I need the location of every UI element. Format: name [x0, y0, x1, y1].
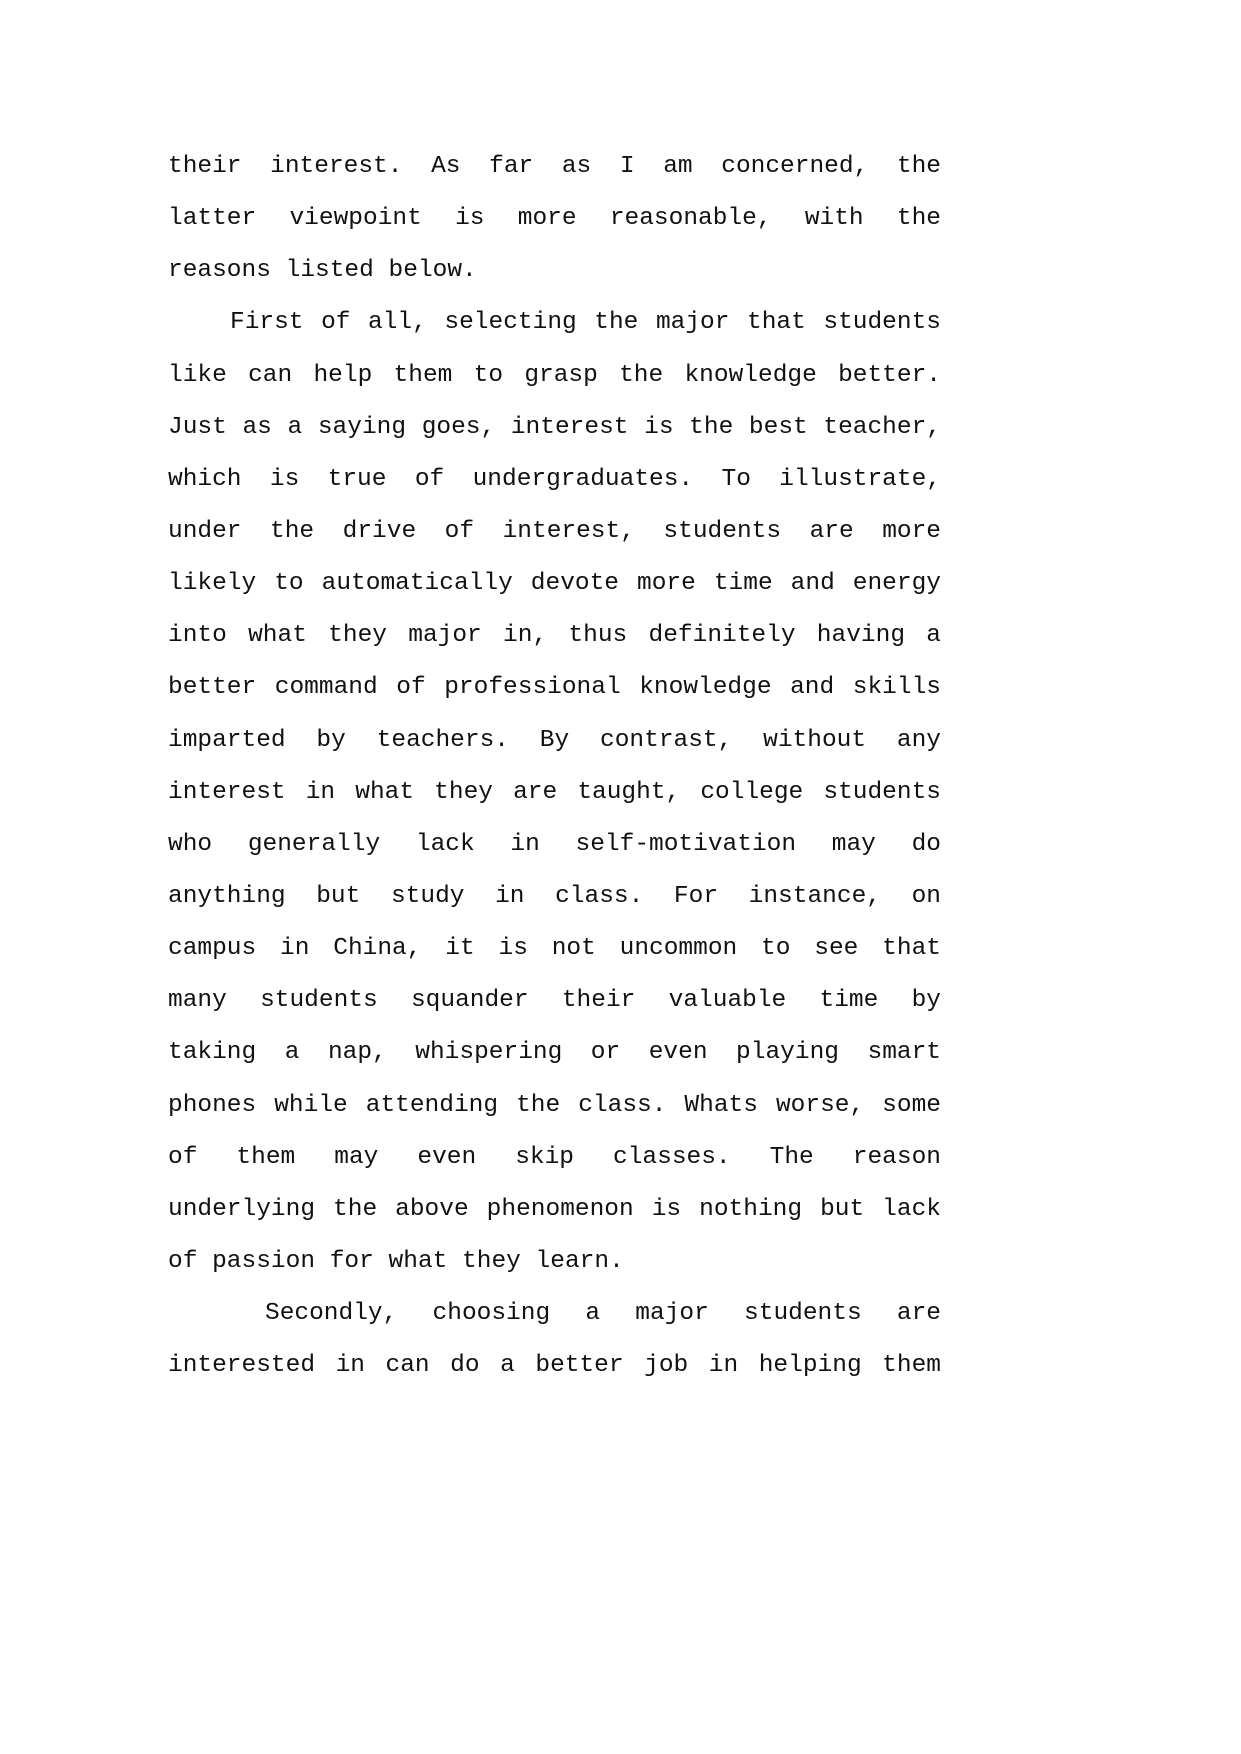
text-line: Just as a saying goes, interest is the best teacher,: [168, 413, 941, 441]
text-line: latter viewpoint is more reasonable, with the: [168, 205, 941, 233]
text-line: taking a nap, whispering or even playing smart: [168, 1039, 941, 1067]
text-line: reasons listed below.: [168, 257, 477, 285]
paragraph: [168, 1295, 941, 1399]
text-line: many students squander their valuable time by: [168, 987, 941, 1015]
text-line: likely to automatically devote more time and energy: [168, 570, 941, 598]
text-line: their interest. As far as I am concerned, the: [168, 153, 941, 180]
text-line: interested in can do a better job in helping them: [168, 1352, 941, 1380]
text-line: of passion for what they learn.: [168, 1247, 624, 1275]
document-page: [168, 148, 941, 1399]
text-line: underlying the above phenomenon is nothing but lack: [168, 1195, 941, 1223]
text-line: like can help them to grasp the knowledge better.: [168, 361, 941, 389]
text-line: anything but study in class. For instance, on: [168, 882, 941, 910]
text-line: interest in what they are taught, college students: [168, 778, 941, 806]
text-line: who generally lack in self-motivation may do: [168, 830, 941, 858]
text-line: which is true of undergraduates. To illustrate,: [168, 465, 941, 493]
text-line: imparted by teachers. By contrast, without any: [168, 726, 941, 754]
text-line: Secondly, choosing a major students are: [265, 1300, 941, 1328]
paragraph: [168, 148, 941, 304]
paragraph: [168, 304, 941, 1295]
text-line: campus in China, it is not uncommon to see that: [168, 935, 941, 963]
text-line: into what they major in, thus definitely having a: [168, 622, 941, 650]
text-line: phones while attending the class. Whats worse, some: [168, 1091, 941, 1119]
text-line: better command of professional knowledge and skills: [168, 674, 941, 702]
text-line: under the drive of interest, students are more: [168, 517, 941, 545]
text-line: First of all, selecting the major that students: [230, 309, 941, 337]
text-line: of them may even skip classes. The reason: [168, 1143, 941, 1171]
